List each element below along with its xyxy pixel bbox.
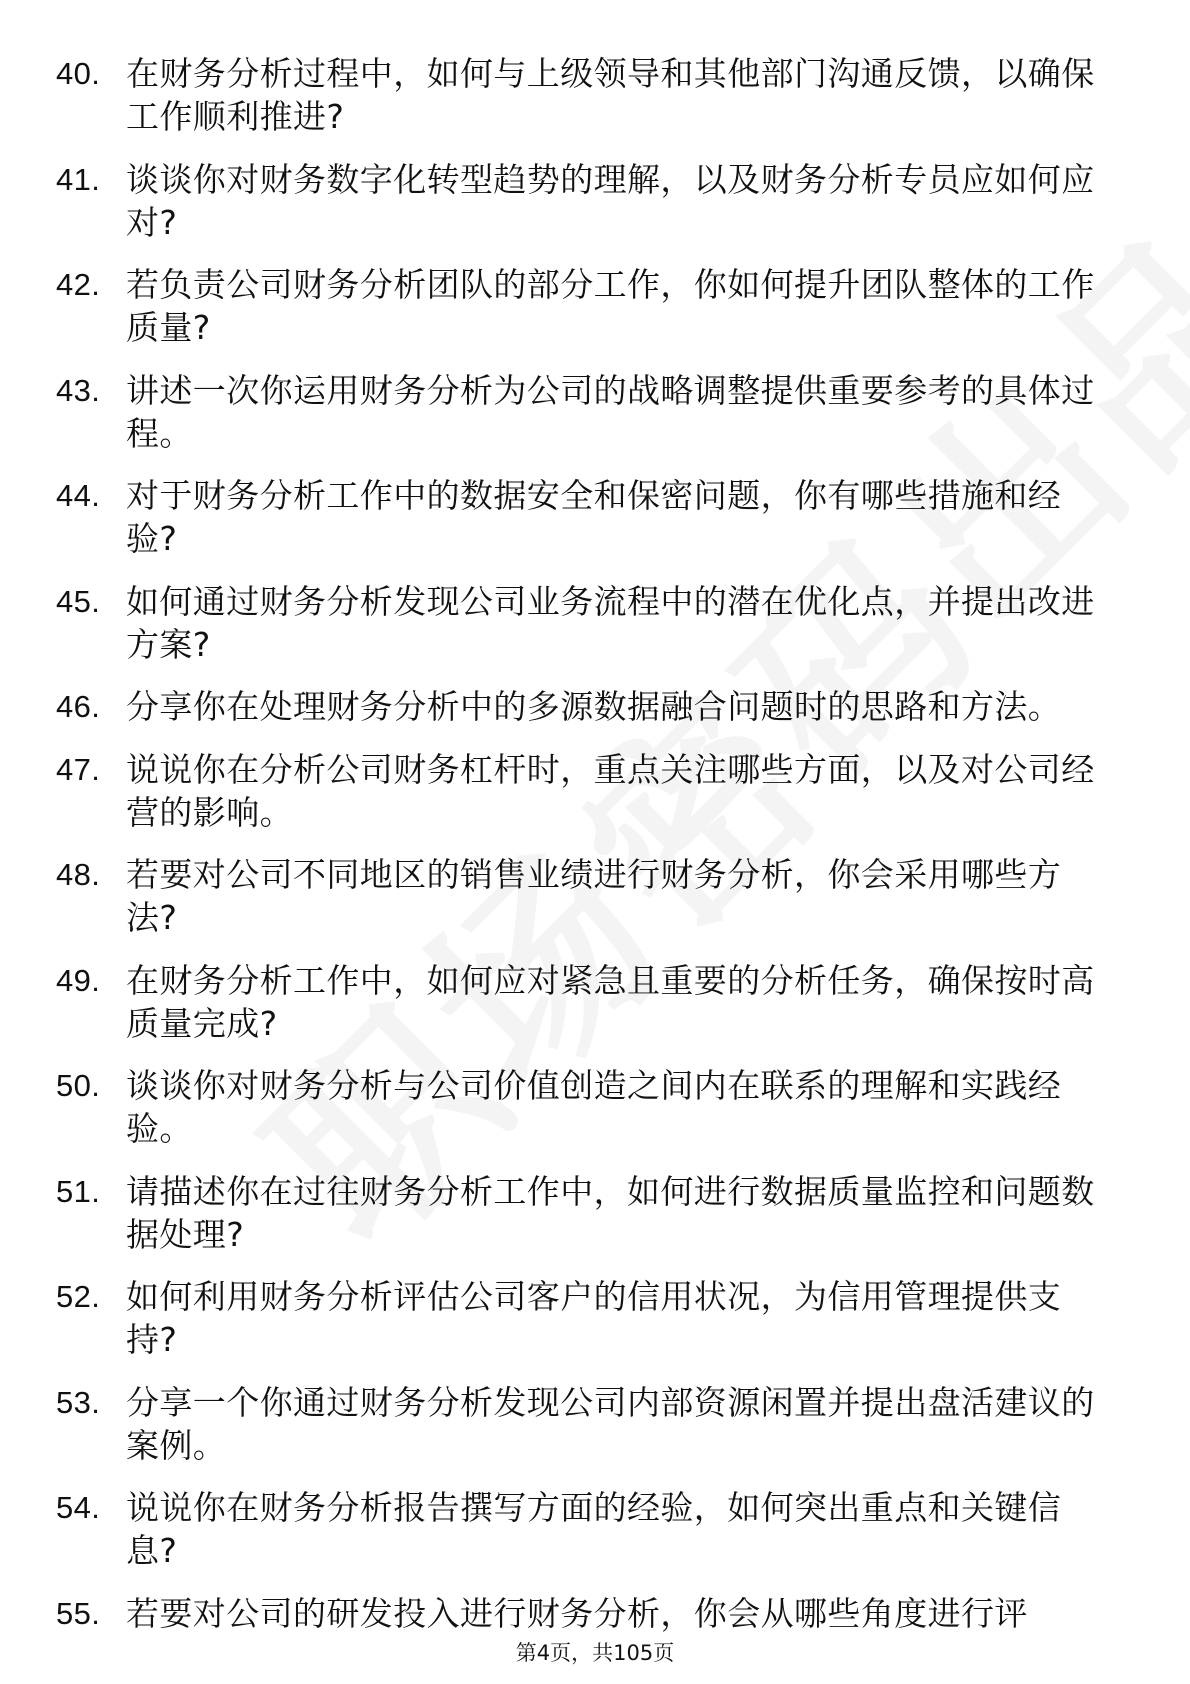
question-text: 如何通过财务分析发现公司业务流程中的潜在优化点，并提出改进方案? [126, 581, 1095, 664]
question-text: 若要对公司的研发投入进行财务分析，你会从哪些角度进行评 [126, 1593, 1028, 1633]
question-item-48 [0, 853, 1190, 939]
question-item-54 [0, 1486, 1190, 1572]
page-footer [0, 1637, 1190, 1667]
question-number: 53. [56, 1384, 101, 1420]
question-item-44 [0, 474, 1190, 560]
question-item-40 [0, 52, 1190, 138]
question-text: 谈谈你对财务数字化转型趋势的理解，以及财务分析专员应如何应对? [126, 159, 1095, 242]
question-text: 对于财务分析工作中的数据安全和保密问题，你有哪些措施和经验? [126, 476, 1062, 558]
question-text: 说说你在分析公司财务杠杆时，重点关注哪些方面，以及对公司经营的影响。 [126, 749, 1095, 832]
question-number: 51. [56, 1173, 101, 1209]
question-number: 44. [56, 478, 101, 513]
question-item-46 [0, 685, 1190, 728]
question-number: 48. [56, 857, 101, 892]
question-number: 46. [56, 689, 101, 724]
question-text: 讲述一次你运用财务分析为公司的战略调整提供重要参考的具体过程。 [126, 370, 1095, 453]
question-text: 如何利用财务分析评估公司客户的信用状况，为信用管理提供支持? [126, 1277, 1062, 1359]
question-number: 43. [56, 372, 101, 408]
question-number: 45. [56, 583, 101, 619]
question-item-51 [0, 1170, 1190, 1256]
question-item-49 [0, 959, 1190, 1045]
question-item-47 [0, 748, 1190, 834]
question-text: 若负责公司财务分析团队的部分工作，你如何提升团队整体的工作质量? [126, 265, 1095, 347]
question-text: 若要对公司不同地区的销售业绩进行财务分析，你会采用哪些方法? [126, 855, 1062, 937]
question-number: 50. [56, 1068, 101, 1103]
question-number: 47. [56, 751, 101, 787]
question-number: 42. [56, 267, 101, 302]
question-number: 40. [56, 56, 101, 91]
question-item-53 [0, 1381, 1190, 1467]
question-item-45 [0, 580, 1190, 666]
question-number: 55. [56, 1595, 101, 1631]
question-text: 说说你在财务分析报告撰写方面的经验，如何突出重点和关键信息? [126, 1488, 1062, 1570]
question-item-52 [0, 1275, 1190, 1361]
question-number: 41. [56, 161, 101, 197]
question-text: 请描述你在过往财务分析工作中，如何进行数据质量监控和问题数据处理? [126, 1171, 1095, 1254]
question-item-50 [0, 1064, 1190, 1150]
question-item-42 [0, 263, 1190, 349]
question-list [0, 52, 1190, 1654]
question-number: 54. [56, 1490, 101, 1525]
question-number: 49. [56, 962, 101, 998]
question-item-43 [0, 369, 1190, 455]
question-text: 在财务分析过程中，如何与上级领导和其他部门沟通反馈，以确保工作顺利推进? [126, 54, 1095, 136]
question-text: 分享你在处理财务分析中的多源数据融合问题时的思路和方法。 [126, 687, 1062, 726]
page-number-label: 第4页，共105页 [515, 1641, 675, 1665]
question-text: 在财务分析工作中，如何应对紧急且重要的分析任务，确保按时高质量完成? [126, 960, 1095, 1043]
question-text: 分享一个你通过财务分析发现公司内部资源闲置并提出盘活建议的案例。 [126, 1382, 1095, 1465]
question-text: 谈谈你对财务分析与公司价值创造之间内在联系的理解和实践经验。 [126, 1066, 1062, 1148]
question-item-55 [0, 1592, 1190, 1635]
question-number: 52. [56, 1279, 101, 1314]
question-item-41 [0, 158, 1190, 244]
